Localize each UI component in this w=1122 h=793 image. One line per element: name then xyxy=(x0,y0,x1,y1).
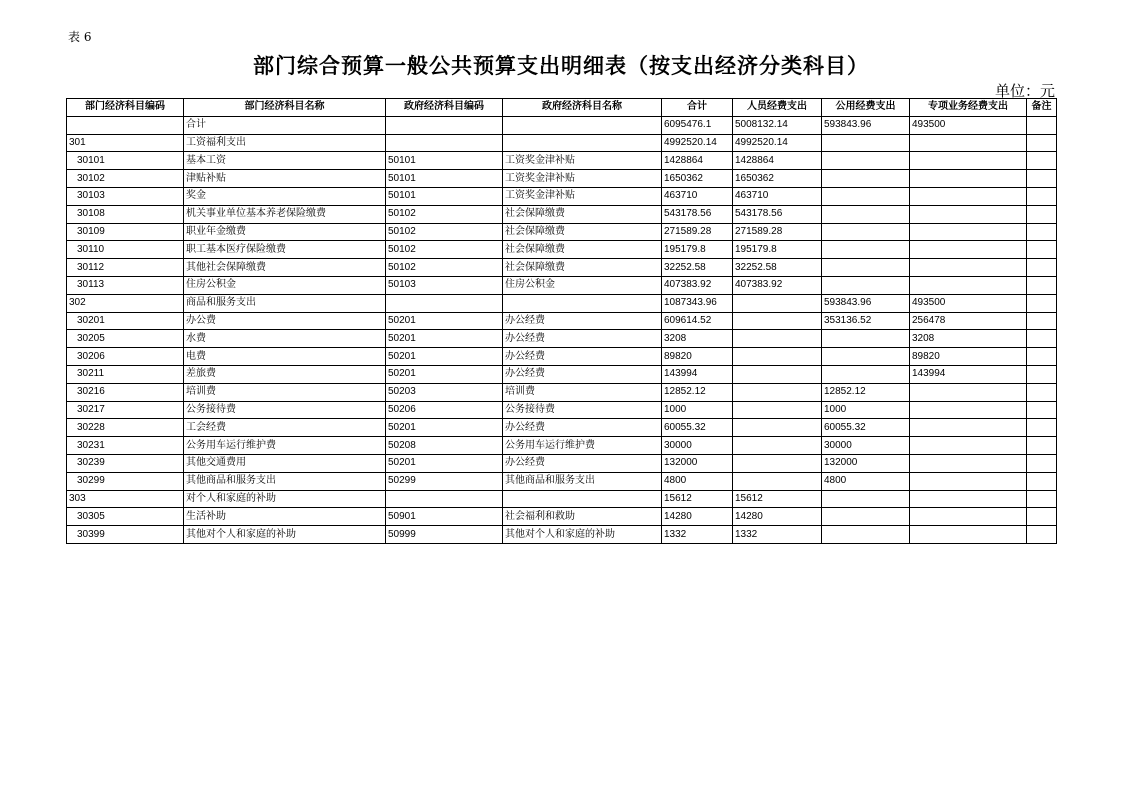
total-cell: 4800 xyxy=(662,472,733,490)
total-cell: 463710 xyxy=(662,187,733,205)
total-cell: 1650362 xyxy=(662,170,733,188)
total-cell: 30000 xyxy=(662,437,733,455)
note-cell xyxy=(1027,365,1057,383)
note-cell xyxy=(1027,205,1057,223)
public-cell: 30000 xyxy=(822,437,910,455)
dept-code-cell: 30216 xyxy=(67,383,184,401)
special-cell xyxy=(910,223,1027,241)
gov-name-cell: 其他商品和服务支出 xyxy=(503,472,662,490)
special-cell: 143994 xyxy=(910,365,1027,383)
public-cell: 12852.12 xyxy=(822,383,910,401)
dept-name-cell: 对个人和家庭的补助 xyxy=(184,490,386,508)
total-cell: 6095476.1 xyxy=(662,116,733,134)
personnel-cell: 543178.56 xyxy=(733,205,822,223)
personnel-cell: 1332 xyxy=(733,526,822,544)
public-cell: 60055.32 xyxy=(822,419,910,437)
table-number-label: 表 6 xyxy=(68,30,92,44)
dept-name-cell: 其他社会保障缴费 xyxy=(184,259,386,277)
dept-code-cell: 302 xyxy=(67,294,184,312)
table-row xyxy=(67,241,1057,259)
column-header: 部门经济科目名称 xyxy=(184,99,386,117)
gov-code-cell: 50201 xyxy=(386,312,503,330)
public-cell: 1000 xyxy=(822,401,910,419)
dept-code-cell: 30217 xyxy=(67,401,184,419)
note-cell xyxy=(1027,276,1057,294)
special-cell xyxy=(910,526,1027,544)
special-cell xyxy=(910,419,1027,437)
note-cell xyxy=(1027,419,1057,437)
gov-name-cell: 办公经费 xyxy=(503,330,662,348)
public-cell xyxy=(822,276,910,294)
total-cell: 12852.12 xyxy=(662,383,733,401)
gov-code-cell: 50101 xyxy=(386,152,503,170)
gov-name-cell: 住房公积金 xyxy=(503,276,662,294)
unit-label: 单位：元 xyxy=(994,82,1055,100)
personnel-cell xyxy=(733,383,822,401)
note-cell xyxy=(1027,526,1057,544)
public-cell xyxy=(822,259,910,277)
dept-name-cell: 职业年金缴费 xyxy=(184,223,386,241)
public-cell: 132000 xyxy=(822,454,910,472)
note-cell xyxy=(1027,152,1057,170)
note-cell xyxy=(1027,348,1057,366)
gov-code-cell: 50201 xyxy=(386,419,503,437)
dept-code-cell: 30399 xyxy=(67,526,184,544)
note-cell xyxy=(1027,170,1057,188)
public-cell xyxy=(822,134,910,152)
gov-code-cell: 50201 xyxy=(386,365,503,383)
note-cell xyxy=(1027,330,1057,348)
public-cell xyxy=(822,170,910,188)
gov-code-cell: 50201 xyxy=(386,330,503,348)
public-cell: 353136.52 xyxy=(822,312,910,330)
gov-code-cell: 50208 xyxy=(386,437,503,455)
dept-code-cell: 30239 xyxy=(67,454,184,472)
dept-name-cell: 生活补助 xyxy=(184,508,386,526)
personnel-cell xyxy=(733,294,822,312)
total-cell: 132000 xyxy=(662,454,733,472)
special-cell xyxy=(910,454,1027,472)
gov-name-cell: 社会保障缴费 xyxy=(503,223,662,241)
personnel-cell: 1650362 xyxy=(733,170,822,188)
dept-name-cell: 公务用车运行维护费 xyxy=(184,437,386,455)
gov-code-cell: 50201 xyxy=(386,454,503,472)
dept-code-cell: 30206 xyxy=(67,348,184,366)
table-row xyxy=(67,383,1057,401)
gov-name-cell: 公务用车运行维护费 xyxy=(503,437,662,455)
public-cell xyxy=(822,526,910,544)
column-header: 备注 xyxy=(1027,99,1057,117)
dept-name-cell: 合计 xyxy=(184,116,386,134)
gov-name-cell: 工资奖金津补贴 xyxy=(503,187,662,205)
personnel-cell: 4992520.14 xyxy=(733,134,822,152)
gov-code-cell: 50999 xyxy=(386,526,503,544)
public-cell xyxy=(822,365,910,383)
table-row xyxy=(67,223,1057,241)
public-cell: 593843.96 xyxy=(822,294,910,312)
column-header: 人员经费支出 xyxy=(733,99,822,117)
special-cell: 256478 xyxy=(910,312,1027,330)
note-cell xyxy=(1027,454,1057,472)
note-cell xyxy=(1027,401,1057,419)
table-row xyxy=(67,472,1057,490)
personnel-cell: 15612 xyxy=(733,490,822,508)
total-cell: 1000 xyxy=(662,401,733,419)
gov-code-cell: 50102 xyxy=(386,205,503,223)
table-row xyxy=(67,134,1057,152)
table-row xyxy=(67,276,1057,294)
dept-code-cell: 30109 xyxy=(67,223,184,241)
dept-name-cell: 津贴补贴 xyxy=(184,170,386,188)
gov-code-cell: 50101 xyxy=(386,187,503,205)
special-cell xyxy=(910,259,1027,277)
gov-name-cell: 其他对个人和家庭的补助 xyxy=(503,526,662,544)
special-cell xyxy=(910,170,1027,188)
table-row xyxy=(67,330,1057,348)
total-cell: 1428864 xyxy=(662,152,733,170)
gov-code-cell: 50102 xyxy=(386,259,503,277)
note-cell xyxy=(1027,259,1057,277)
dept-code-cell: 30101 xyxy=(67,152,184,170)
note-cell xyxy=(1027,223,1057,241)
note-cell xyxy=(1027,472,1057,490)
gov-name-cell: 社会福利和救助 xyxy=(503,508,662,526)
gov-name-cell: 办公经费 xyxy=(503,348,662,366)
public-cell xyxy=(822,490,910,508)
total-cell: 4992520.14 xyxy=(662,134,733,152)
special-cell xyxy=(910,472,1027,490)
dept-name-cell: 培训费 xyxy=(184,383,386,401)
total-cell: 543178.56 xyxy=(662,205,733,223)
table-row xyxy=(67,437,1057,455)
special-cell xyxy=(910,437,1027,455)
table-row xyxy=(67,294,1057,312)
table-row xyxy=(67,365,1057,383)
dept-code-cell: 30299 xyxy=(67,472,184,490)
special-cell xyxy=(910,383,1027,401)
personnel-cell xyxy=(733,348,822,366)
dept-name-cell: 基本工资 xyxy=(184,152,386,170)
dept-code-cell: 30228 xyxy=(67,419,184,437)
column-header: 政府经济科目编码 xyxy=(386,99,503,117)
total-cell: 1332 xyxy=(662,526,733,544)
dept-code-cell: 30231 xyxy=(67,437,184,455)
note-cell xyxy=(1027,312,1057,330)
gov-code-cell: 50102 xyxy=(386,223,503,241)
personnel-cell xyxy=(733,454,822,472)
table-row xyxy=(67,170,1057,188)
gov-code-cell: 50102 xyxy=(386,241,503,259)
note-cell xyxy=(1027,241,1057,259)
total-cell: 3208 xyxy=(662,330,733,348)
public-cell xyxy=(822,348,910,366)
note-cell xyxy=(1027,508,1057,526)
gov-name-cell: 办公经费 xyxy=(503,312,662,330)
public-cell: 593843.96 xyxy=(822,116,910,134)
note-cell xyxy=(1027,134,1057,152)
gov-code-cell: 50103 xyxy=(386,276,503,294)
gov-name-cell: 工资奖金津补贴 xyxy=(503,152,662,170)
dept-name-cell: 机关事业单位基本养老保险缴费 xyxy=(184,205,386,223)
table-body xyxy=(67,116,1057,543)
public-cell xyxy=(822,205,910,223)
dept-name-cell: 办公费 xyxy=(184,312,386,330)
total-cell: 1087343.96 xyxy=(662,294,733,312)
note-cell xyxy=(1027,437,1057,455)
personnel-cell: 195179.8 xyxy=(733,241,822,259)
personnel-cell xyxy=(733,330,822,348)
special-cell xyxy=(910,401,1027,419)
column-header: 合计 xyxy=(662,99,733,117)
gov-name-cell xyxy=(503,490,662,508)
public-cell xyxy=(822,508,910,526)
gov-name-cell: 工资奖金津补贴 xyxy=(503,170,662,188)
gov-code-cell xyxy=(386,116,503,134)
personnel-cell: 407383.92 xyxy=(733,276,822,294)
dept-code-cell: 30102 xyxy=(67,170,184,188)
personnel-cell: 1428864 xyxy=(733,152,822,170)
note-cell xyxy=(1027,294,1057,312)
dept-name-cell: 职工基本医疗保险缴费 xyxy=(184,241,386,259)
public-cell xyxy=(822,223,910,241)
dept-name-cell: 公务接待费 xyxy=(184,401,386,419)
personnel-cell xyxy=(733,472,822,490)
public-cell xyxy=(822,152,910,170)
dept-name-cell: 工会经费 xyxy=(184,419,386,437)
total-cell: 609614.52 xyxy=(662,312,733,330)
gov-name-cell: 办公经费 xyxy=(503,419,662,437)
dept-code-cell: 30112 xyxy=(67,259,184,277)
total-cell: 15612 xyxy=(662,490,733,508)
note-cell xyxy=(1027,490,1057,508)
note-cell xyxy=(1027,383,1057,401)
dept-code-cell: 30305 xyxy=(67,508,184,526)
gov-code-cell xyxy=(386,294,503,312)
dept-code-cell: 30108 xyxy=(67,205,184,223)
table-row xyxy=(67,187,1057,205)
dept-code-cell: 30113 xyxy=(67,276,184,294)
personnel-cell: 14280 xyxy=(733,508,822,526)
dept-name-cell: 电费 xyxy=(184,348,386,366)
total-cell: 14280 xyxy=(662,508,733,526)
dept-code-cell xyxy=(67,116,184,134)
personnel-cell: 463710 xyxy=(733,187,822,205)
gov-name-cell: 社会保障缴费 xyxy=(503,241,662,259)
personnel-cell: 5008132.14 xyxy=(733,116,822,134)
gov-code-cell: 50901 xyxy=(386,508,503,526)
dept-code-cell: 303 xyxy=(67,490,184,508)
table-row xyxy=(67,152,1057,170)
gov-code-cell xyxy=(386,490,503,508)
column-header: 部门经济科目编码 xyxy=(67,99,184,117)
gov-name-cell: 社会保障缴费 xyxy=(503,259,662,277)
note-cell xyxy=(1027,187,1057,205)
gov-code-cell: 50201 xyxy=(386,348,503,366)
public-cell: 4800 xyxy=(822,472,910,490)
budget-detail-table xyxy=(66,98,1057,544)
table-row xyxy=(67,508,1057,526)
total-cell: 195179.8 xyxy=(662,241,733,259)
dept-name-cell: 其他交通费用 xyxy=(184,454,386,472)
gov-name-cell: 办公经费 xyxy=(503,454,662,472)
personnel-cell xyxy=(733,312,822,330)
special-cell: 493500 xyxy=(910,294,1027,312)
table-row xyxy=(67,259,1057,277)
page-title: 部门综合预算一般公共预算支出明细表（按支出经济分类科目） xyxy=(253,53,869,78)
special-cell: 3208 xyxy=(910,330,1027,348)
table-row xyxy=(67,419,1057,437)
special-cell xyxy=(910,241,1027,259)
table-row xyxy=(67,490,1057,508)
gov-name-cell: 公务接待费 xyxy=(503,401,662,419)
public-cell xyxy=(822,187,910,205)
table-row xyxy=(67,526,1057,544)
dept-name-cell: 奖金 xyxy=(184,187,386,205)
personnel-cell: 32252.58 xyxy=(733,259,822,277)
dept-name-cell: 住房公积金 xyxy=(184,276,386,294)
column-header: 公用经费支出 xyxy=(822,99,910,117)
total-cell: 407383.92 xyxy=(662,276,733,294)
special-cell xyxy=(910,187,1027,205)
dept-code-cell: 301 xyxy=(67,134,184,152)
table-header-row xyxy=(67,99,1057,117)
dept-code-cell: 30103 xyxy=(67,187,184,205)
table-row xyxy=(67,348,1057,366)
table-row xyxy=(67,312,1057,330)
personnel-cell xyxy=(733,365,822,383)
column-header: 政府经济科目名称 xyxy=(503,99,662,117)
total-cell: 60055.32 xyxy=(662,419,733,437)
table-row xyxy=(67,205,1057,223)
dept-name-cell: 其他对个人和家庭的补助 xyxy=(184,526,386,544)
special-cell xyxy=(910,205,1027,223)
special-cell xyxy=(910,508,1027,526)
special-cell xyxy=(910,276,1027,294)
personnel-cell xyxy=(733,437,822,455)
gov-code-cell: 50206 xyxy=(386,401,503,419)
table-row xyxy=(67,401,1057,419)
gov-name-cell xyxy=(503,294,662,312)
gov-name-cell: 社会保障缴费 xyxy=(503,205,662,223)
personnel-cell: 271589.28 xyxy=(733,223,822,241)
dept-name-cell: 工资福利支出 xyxy=(184,134,386,152)
dept-code-cell: 30211 xyxy=(67,365,184,383)
total-cell: 143994 xyxy=(662,365,733,383)
total-cell: 89820 xyxy=(662,348,733,366)
total-cell: 271589.28 xyxy=(662,223,733,241)
column-header: 专项业务经费支出 xyxy=(910,99,1027,117)
note-cell xyxy=(1027,116,1057,134)
gov-code-cell: 50101 xyxy=(386,170,503,188)
dept-name-cell: 水费 xyxy=(184,330,386,348)
dept-code-cell: 30110 xyxy=(67,241,184,259)
dept-name-cell: 其他商品和服务支出 xyxy=(184,472,386,490)
dept-code-cell: 30201 xyxy=(67,312,184,330)
special-cell: 493500 xyxy=(910,116,1027,134)
special-cell: 89820 xyxy=(910,348,1027,366)
table-row xyxy=(67,454,1057,472)
dept-code-cell: 30205 xyxy=(67,330,184,348)
public-cell xyxy=(822,241,910,259)
gov-name-cell: 培训费 xyxy=(503,383,662,401)
personnel-cell xyxy=(733,419,822,437)
special-cell xyxy=(910,134,1027,152)
dept-name-cell: 差旅费 xyxy=(184,365,386,383)
gov-name-cell: 办公经费 xyxy=(503,365,662,383)
special-cell xyxy=(910,152,1027,170)
gov-code-cell xyxy=(386,134,503,152)
gov-name-cell xyxy=(503,116,662,134)
public-cell xyxy=(822,330,910,348)
personnel-cell xyxy=(733,401,822,419)
gov-name-cell xyxy=(503,134,662,152)
table-row xyxy=(67,116,1057,134)
gov-code-cell: 50299 xyxy=(386,472,503,490)
dept-name-cell: 商品和服务支出 xyxy=(184,294,386,312)
gov-code-cell: 50203 xyxy=(386,383,503,401)
total-cell: 32252.58 xyxy=(662,259,733,277)
special-cell xyxy=(910,490,1027,508)
